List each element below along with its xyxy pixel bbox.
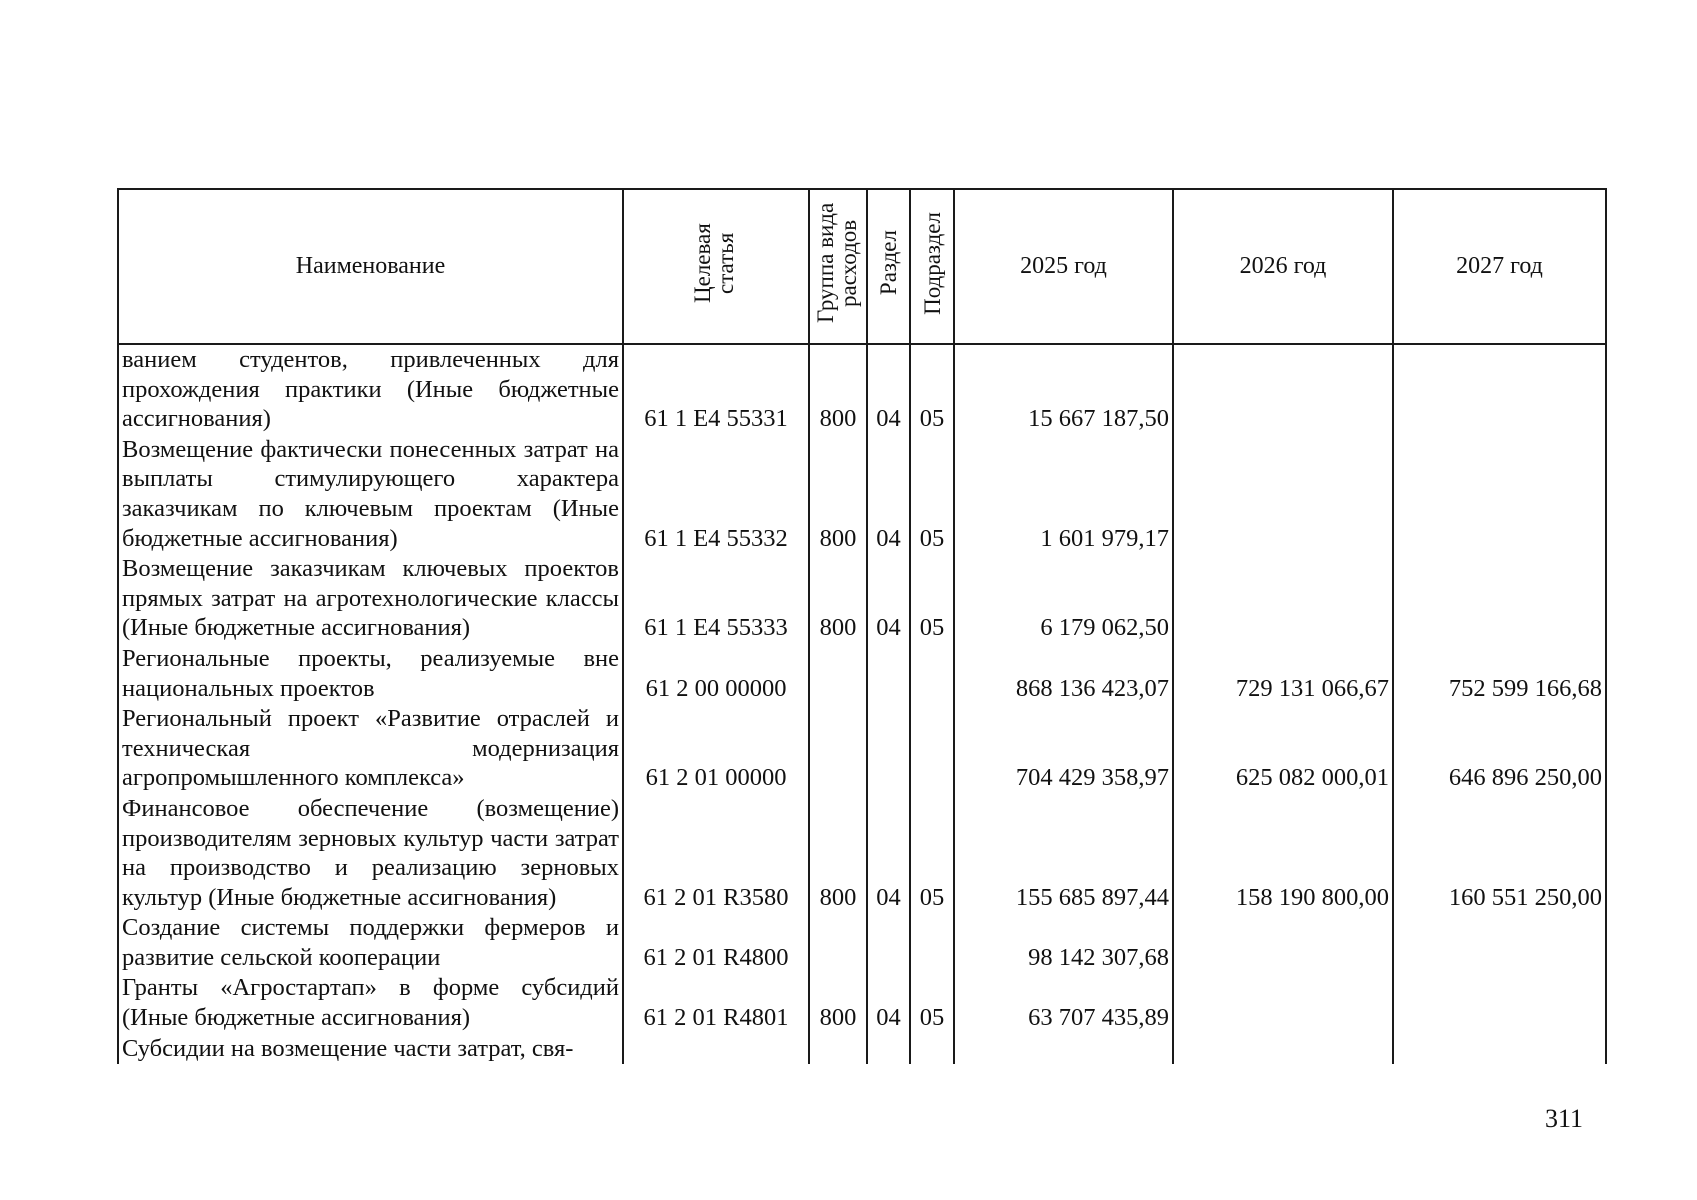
row-2026 (1173, 554, 1393, 644)
row-2027 (1393, 1034, 1606, 1065)
row-expense-group: 800 (809, 794, 867, 913)
budget-table (117, 188, 1607, 1064)
row-section: 04 (867, 344, 910, 435)
row-2025: 704 429 358,97 (954, 704, 1173, 794)
row-2027: 646 896 250,00 (1393, 704, 1606, 794)
row-name: Субсидии на возмещение части затрат, свя- (118, 1034, 623, 1065)
row-subsection: 05 (910, 344, 954, 435)
row-subsection: 05 (910, 973, 954, 1033)
row-name: Региональный проект «Развитие отраслей и техническая модернизация агропромышленного комплекса» (118, 704, 623, 794)
row-2026 (1173, 913, 1393, 973)
row-2027 (1393, 554, 1606, 644)
table-row (118, 704, 1606, 794)
row-2026: 625 082 000,01 (1173, 704, 1393, 794)
row-2026 (1173, 344, 1393, 435)
row-expense-group: 800 (809, 973, 867, 1033)
row-2027 (1393, 344, 1606, 435)
row-section: 04 (867, 435, 910, 554)
row-target: 61 1 E4 55333 (623, 554, 809, 644)
header-row (118, 189, 1606, 344)
row-target: 61 2 01 R3580 (623, 794, 809, 913)
row-name: Финансовое обеспечение (возмещение) производителям зерновых культур части затрат на производство и реализацию зерновых культур (Иные бюджетные ассигнования) (118, 794, 623, 913)
row-2025 (954, 1034, 1173, 1065)
row-section (867, 644, 910, 704)
row-expense-group (809, 644, 867, 704)
row-name: ванием студентов, привлеченных для прохождения практики (Иные бюджетные ассигнования) (118, 344, 623, 435)
row-target: 61 2 01 00000 (623, 704, 809, 794)
row-2025: 63 707 435,89 (954, 973, 1173, 1033)
row-subsection: 05 (910, 435, 954, 554)
row-expense-group: 800 (809, 435, 867, 554)
row-target: 61 2 01 R4800 (623, 913, 809, 973)
page-number: 311 (1545, 1104, 1584, 1133)
row-name: Гранты «Агростартап» в форме субсидий (Иные бюджетные ассигнования) (118, 973, 623, 1033)
row-2025: 98 142 307,68 (954, 913, 1173, 973)
row-2027 (1393, 973, 1606, 1033)
header-subsection: Подраздел (910, 189, 954, 344)
table-row (118, 1034, 1606, 1065)
table-body (118, 344, 1606, 1064)
header-section: Раздел (867, 189, 910, 344)
row-expense-group: 800 (809, 344, 867, 435)
row-name: Возмещение фактически понесенных затрат на выплаты стимулирующего характера заказчикам по ключевым проектам (Иные бюджетные ассигнования) (118, 435, 623, 554)
row-2025: 15 667 187,50 (954, 344, 1173, 435)
row-2026 (1173, 435, 1393, 554)
row-subsection (910, 704, 954, 794)
row-target: 61 2 00 00000 (623, 644, 809, 704)
row-name: Создание системы поддержки фермеров и развитие сельской кооперации (118, 913, 623, 973)
header-name: Наименование (118, 189, 623, 344)
row-2027 (1393, 913, 1606, 973)
row-2027: 160 551 250,00 (1393, 794, 1606, 913)
row-subsection: 05 (910, 794, 954, 913)
row-section: 04 (867, 794, 910, 913)
row-name: Возмещение заказчикам ключевых проектов прямых затрат на агротехнологические классы (Иные бюджетные ассигнования) (118, 554, 623, 644)
row-target: 61 1 E4 55332 (623, 435, 809, 554)
row-target (623, 1034, 809, 1065)
row-section (867, 1034, 910, 1065)
row-2025: 868 136 423,07 (954, 644, 1173, 704)
row-section: 04 (867, 554, 910, 644)
row-subsection (910, 644, 954, 704)
row-name: Региональные проекты, реализуемые вне национальных проектов (118, 644, 623, 704)
row-section (867, 913, 910, 973)
row-subsection: 05 (910, 554, 954, 644)
row-subsection (910, 1034, 954, 1065)
row-target: 61 1 E4 55331 (623, 344, 809, 435)
row-target: 61 2 01 R4801 (623, 973, 809, 1033)
row-2027 (1393, 435, 1606, 554)
table-row (118, 913, 1606, 973)
table-row (118, 554, 1606, 644)
row-2025: 155 685 897,44 (954, 794, 1173, 913)
header-2026: 2026 год (1173, 189, 1393, 344)
header-2025: 2025 год (954, 189, 1173, 344)
header-expense-group: Группа вида расходов (809, 189, 867, 344)
row-2025: 6 179 062,50 (954, 554, 1173, 644)
table-row (118, 644, 1606, 704)
row-expense-group: 800 (809, 554, 867, 644)
header-2027: 2027 год (1393, 189, 1606, 344)
row-expense-group (809, 704, 867, 794)
row-2027: 752 599 166,68 (1393, 644, 1606, 704)
table-row (118, 794, 1606, 913)
row-2026 (1173, 1034, 1393, 1065)
row-2026: 158 190 800,00 (1173, 794, 1393, 913)
table-row (118, 344, 1606, 435)
row-expense-group (809, 913, 867, 973)
row-expense-group (809, 1034, 867, 1065)
row-2026: 729 131 066,67 (1173, 644, 1393, 704)
row-subsection (910, 913, 954, 973)
row-section (867, 704, 910, 794)
table-row (118, 973, 1606, 1033)
row-section: 04 (867, 973, 910, 1033)
row-2026 (1173, 973, 1393, 1033)
header-target: Целевая статья (623, 189, 809, 344)
table-row (118, 435, 1606, 554)
row-2025: 1 601 979,17 (954, 435, 1173, 554)
